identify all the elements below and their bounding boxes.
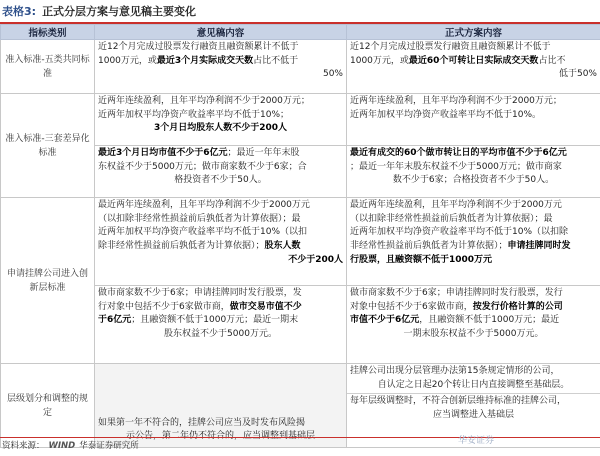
cell-highlight: 最近3个月实际成交天数	[156, 55, 254, 66]
final-cell	[347, 198, 600, 286]
cell-text: 50%	[322, 69, 343, 80]
cell-highlight: 不少于200人	[288, 254, 343, 265]
final-cell	[347, 94, 600, 146]
source-note	[2, 439, 139, 454]
cell-text: 近两年连续盈利，且年平均净利润不少于2000万元；	[98, 96, 310, 106]
cell-text: 近12个月完成过股票发行融资且融资额累计不低于	[98, 42, 299, 52]
draft-cell	[95, 94, 347, 146]
table-header-row	[1, 25, 600, 40]
cell-highlight: 最近有成交的60个做市转让日的平均市值不少于6亿元	[350, 148, 567, 158]
cell-text: 每年层级调整时，不符合创新层维持标准的挂牌公司，	[350, 396, 567, 407]
table-number: 表格3:	[2, 5, 37, 18]
cell-text: ；最近一年年末股	[227, 148, 300, 158]
cell-text: 自认定之日起20个转让日内直接调整至基础层。	[377, 379, 570, 390]
cell-highlight: 股东人数	[264, 241, 301, 252]
row-category: 层级划分和调整的规定	[1, 364, 95, 448]
source-org: 华泰证券研究所	[79, 441, 139, 451]
cell-text: ；且融资额不低于1000万元；最近一期末	[131, 315, 299, 326]
table-title	[2, 2, 196, 22]
draft-cell	[95, 40, 347, 94]
cell-highlight: 做市交易市值不少	[229, 301, 302, 312]
table-row	[1, 94, 600, 146]
final-cell	[347, 146, 600, 198]
cell-highlight: 于6亿元	[98, 315, 132, 326]
cell-text: 一期末股东权益不少于5000万元。	[403, 329, 544, 340]
cell-text: 对象中包括不少于6家做市商，	[350, 301, 473, 312]
cell-text: 近两年加权平均净资产收益率平均不低于10%；	[98, 109, 290, 120]
draft-cell	[95, 198, 347, 286]
cell-highlight: 申请挂牌同时发	[507, 241, 571, 252]
footer-rule	[0, 437, 600, 438]
cell-text: （以扣除非经常性损益前后孰低者为计算依据）；最	[98, 213, 301, 224]
cell-text: 如果第一年不符合的，挂牌公司应当及时发布风险揭	[98, 417, 306, 428]
cell-highlight: 最近60个可转让日实际成交天数	[408, 55, 539, 66]
cell-text: ，且融资额不低于1000万元；最近	[419, 315, 560, 326]
cell-text: 股东权益不少于5000万元。	[164, 329, 277, 340]
cell-highlight: 市值不少于6亿元	[350, 315, 420, 326]
draft-cell	[95, 364, 347, 448]
row-category: 准入标准-三套差异化标准	[1, 94, 95, 198]
cell-text: 占比不低于	[253, 55, 299, 66]
cell-text: 近两年加权平均净资产收益率平均不低于10%（以扣除	[350, 227, 569, 238]
cell-text: 东权益不少于5000万元；做市商家数不少于6家；合	[98, 161, 307, 172]
draft-cell	[95, 146, 347, 198]
cell-text: 近12个月完成过股票发行融资且融资额累计不低于	[350, 42, 551, 52]
table-title-text: 正式分层方案与意见稿主要变化	[42, 5, 197, 18]
table-row	[1, 40, 600, 94]
table-row	[1, 364, 600, 448]
wind-logo: WIND	[48, 441, 76, 451]
header-category: 指标类别	[1, 25, 95, 40]
cell-text: 近两年连续盈利，且年平均净利润不少于2000万元；	[350, 96, 562, 106]
cell-text: 占比不	[538, 55, 566, 66]
cell-text: 近两年加权平均净资产收益率平均不低于10%（以扣	[98, 227, 308, 238]
cell-text: 1000万元，或	[98, 55, 157, 66]
row-category: 准入标准-五类共同标准	[1, 40, 95, 94]
header-final: 正式方案内容	[347, 25, 600, 40]
comparison-table	[0, 24, 600, 448]
watermark: 华安证券	[458, 436, 495, 446]
cell-text: 最近两年连续盈利，且年平均净利润不少于2000万元	[98, 200, 310, 210]
row-category: 申请挂牌公司进入创新层标准	[1, 198, 95, 364]
cell-text: 低于50%	[558, 69, 597, 80]
cell-highlight: 最近3个月日均市值不少于6亿元	[98, 148, 228, 158]
cell-text: 应当调整进入基础层	[432, 410, 514, 421]
cell-text: （以扣除非经常性损益前后孰低者为计算依据）；最	[350, 213, 553, 224]
cell-text: 近两年加权平均净资产收益率平均不低于10%。	[350, 109, 542, 120]
cell-text: 最近两年连续盈利，且年平均净利润不少于2000万元	[350, 200, 562, 210]
cell-text: 做市商家数不少于6家；申请挂牌同时发行股票，发	[98, 288, 302, 298]
cell-text: 做市商家数不少于6家；申请挂牌同时发行股票，发行	[350, 288, 563, 298]
cell-text: ；最近一年年末股东权益不少于5000万元；做市商家	[350, 161, 562, 172]
table-row	[1, 198, 600, 286]
cell-text: 行对象中包括不少于6家做市商，	[98, 301, 230, 312]
cell-highlight: 3个月日均股东人数不少于200人	[153, 123, 288, 134]
cell-text: 格投资者不少于50人。	[174, 175, 267, 186]
header-draft: 意见稿内容	[95, 25, 347, 40]
draft-cell	[95, 286, 347, 364]
cell-highlight: 按发行价格计算的公司	[472, 301, 563, 312]
cell-text: 1000万元，或	[350, 55, 409, 66]
cell-highlight: 行股票，且融资额不低于1000万元	[350, 254, 493, 265]
cell-text: 非经常性损益前后孰低者为计算依据）；	[350, 241, 508, 252]
cell-text: 数不少于6家；合格投资者不少于50人。	[392, 175, 555, 186]
source-label: 资料来源：	[2, 441, 45, 451]
cell-text: 挂牌公司出现分层管理办法第15条规定情形的公司，	[350, 366, 560, 376]
final-cell	[347, 286, 600, 364]
final-cell	[347, 40, 600, 94]
cell-text: 除非经常性损益前后孰低者为计算依据）；	[98, 241, 265, 252]
